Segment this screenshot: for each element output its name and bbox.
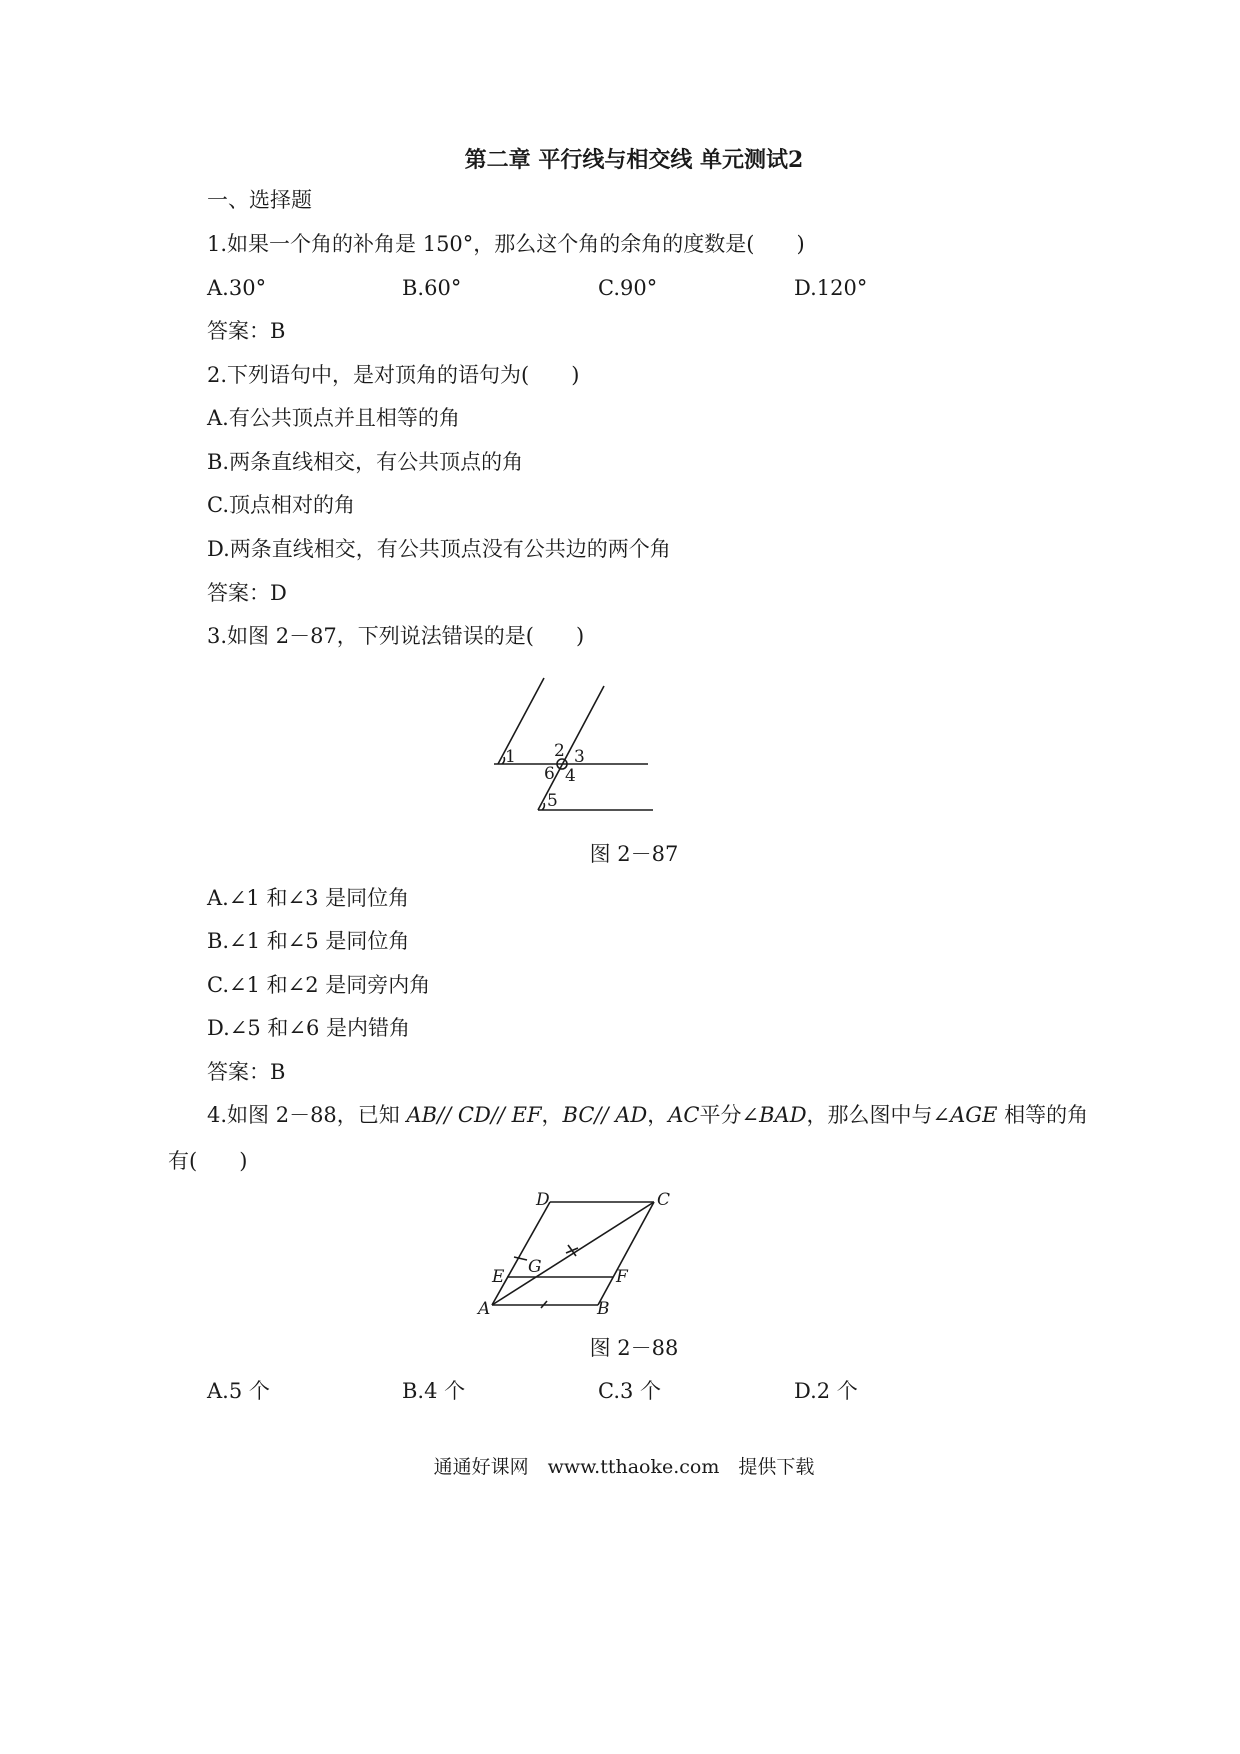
question-4-stem-part: 平分∠ [699, 1103, 760, 1127]
question-3-option-d: D.∠5 和∠6 是内错角 [207, 1016, 411, 1040]
point-label-d: D [536, 1190, 550, 1210]
question-2-option-c: C.顶点相对的角 [207, 493, 355, 517]
question-1-answer: 答案：B [207, 319, 286, 343]
angle-label-4: 4 [565, 766, 576, 786]
arc-mark-ad [514, 1257, 527, 1260]
question-3-option-c: C.∠1 和∠2 是同旁内角 [207, 973, 431, 997]
question-4-stem-line-2: 有( ) [168, 1149, 248, 1173]
question-1-option-a: A.30° [207, 276, 267, 300]
point-label-a: A [478, 1299, 491, 1319]
question-4-parallel-relation: AB// CD// EF [406, 1103, 542, 1127]
figure-2-87-caption: 图 2－87 [589, 842, 679, 866]
point-label-g: G [528, 1257, 542, 1277]
question-3-answer: 答案：B [207, 1060, 286, 1084]
point-label-e: E [492, 1267, 505, 1287]
angle-5-arc [542, 803, 544, 810]
angle-label-6: 6 [544, 764, 555, 784]
question-4-option-a: A.5 个 [207, 1379, 270, 1403]
question-1-option-c: C.90° [598, 276, 658, 300]
figure-2-88 [470, 1180, 680, 1320]
question-4-option-b: B.4 个 [402, 1379, 466, 1403]
question-3-option-b: B.∠1 和∠5 是同位角 [207, 929, 410, 953]
angle-label-5: 5 [547, 791, 558, 811]
angle-label-2: 2 [554, 741, 565, 761]
figure-2-88-caption: 图 2－88 [589, 1336, 679, 1360]
question-2-option-b: B.两条直线相交，有公共顶点的角 [207, 450, 524, 474]
question-4-stem-part: ， [541, 1103, 563, 1127]
question-1-option-d: D.120° [794, 276, 868, 300]
question-4-stem-part: ， [647, 1103, 669, 1127]
question-3-stem: 3.如图 2－87，下列说法错误的是( ) [207, 624, 585, 648]
point-label-b: B [597, 1299, 610, 1319]
question-4-option-d: D.2 个 [794, 1379, 858, 1403]
angle-label-3: 3 [574, 747, 585, 767]
segment-bc [598, 1202, 654, 1305]
question-4-angle-age: AGE [950, 1103, 998, 1127]
point-label-f: F [616, 1267, 628, 1287]
question-4-bc-ad-relation: BC// AD [562, 1103, 648, 1127]
question-3-option-a: A.∠1 和∠3 是同位角 [207, 886, 410, 910]
question-2-stem: 2.下列语句中，是对顶角的语句为( ) [207, 363, 580, 387]
question-4-stem [207, 1101, 1088, 1129]
question-4-stem-part: ，那么图中与∠ [806, 1103, 951, 1127]
angle-label-1: 1 [505, 747, 516, 767]
section-heading: 一、选择题 [207, 188, 312, 212]
question-2-option-a: A.有公共顶点并且相等的角 [207, 406, 460, 430]
segment-ad [492, 1202, 550, 1305]
question-4-stem-part: 4.如图 2－88，已知 [207, 1103, 407, 1127]
figure-2-87 [480, 670, 670, 820]
page-footer: 通通好课网 www.tthaoke.com 提供下载 [433, 1456, 815, 1478]
question-2-option-d: D.两条直线相交，有公共顶点没有公共边的两个角 [207, 537, 671, 561]
question-2-answer: 答案：D [207, 581, 287, 605]
question-4-segment-ac: AC [668, 1103, 700, 1127]
page-title: 第二章 平行线与相交线 单元测试2 [464, 147, 804, 173]
segment-ac [492, 1202, 654, 1305]
question-4-stem-part: 相等的角 [997, 1103, 1089, 1127]
point-label-c: C [657, 1190, 671, 1210]
question-1-stem: 1.如果一个角的补角是 150°，那么这个角的余角的度数是( ) [207, 232, 805, 256]
question-4-angle-bad: BAD [759, 1103, 807, 1127]
question-1-option-b: B.60° [402, 276, 462, 300]
question-4-option-c: C.3 个 [598, 1379, 662, 1403]
